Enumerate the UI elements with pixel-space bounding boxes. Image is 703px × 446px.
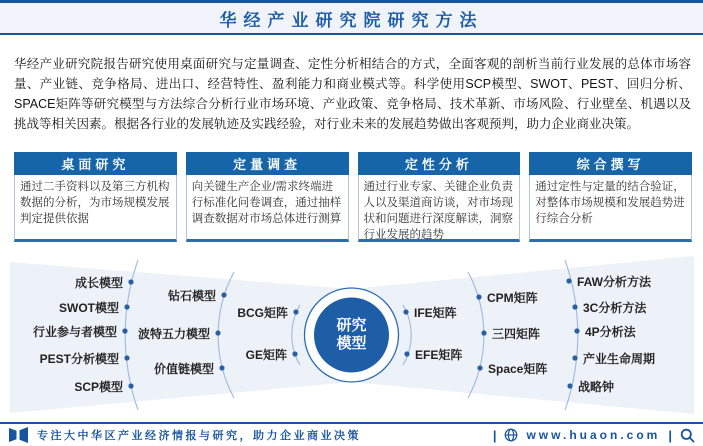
intro-paragraph: 华经产业研究院报告研究使用桌面研究与定量调查、定性分析相结合的方式，全面客观的剖析当前行业发展的总体市场容量、产业链、竞争格局、进出口、经营特性、盈利能力和商业模式等。科学使用SCP模型、SWOT、PEST、回归分析、SPACE矩阵等研究模型与方法综合分析行业市场环境、产业政策、竞争格局、技术革新、市场风险、行业壁垒、机遇以及挑战等相关因素。根据各行业的发展轨迹及实践经验，对行业未来的发展趋势做出客观预判，助力企业商业决策。 bbox=[14, 56, 691, 131]
model-label: 产业生命周期 bbox=[583, 352, 656, 366]
card-title: 桌面研究 bbox=[14, 152, 177, 175]
card-qual-analysis bbox=[358, 152, 521, 242]
footer-bar bbox=[0, 422, 703, 446]
model-label: 价值链模型 bbox=[153, 362, 214, 376]
card-title: 定性分析 bbox=[358, 152, 521, 175]
model-label: 战略钟 bbox=[578, 380, 615, 394]
model-label: 波特五力模型 bbox=[137, 327, 210, 341]
model-label: 3C分析方法 bbox=[583, 301, 647, 315]
card-description: 通过二手资料以及第三方机构数据的分析，为市场规模发展判定提供依据 bbox=[14, 175, 177, 242]
model-label: 三四矩阵 bbox=[492, 327, 541, 341]
card-description: 通过行业专家、关键企业负责人以及渠道商访谈，对市场现状和问题进行深度解读，洞察行业发展的趋势 bbox=[358, 175, 521, 242]
center-label: 研究 模型 bbox=[336, 317, 367, 352]
card-synthesis bbox=[529, 152, 692, 242]
card-description: 通过定性与定量的结合验证，对整体市场规模和发展趋势进行综合分析 bbox=[529, 175, 692, 242]
model-label: BCG矩阵 bbox=[237, 306, 288, 320]
model-label: 钻石模型 bbox=[167, 289, 216, 303]
model-label: CPM矩阵 bbox=[487, 291, 538, 305]
model-label: FAW分析方法 bbox=[577, 275, 651, 289]
card-title: 定量调查 bbox=[186, 152, 349, 175]
card-desk-research bbox=[14, 152, 177, 242]
model-label: 行业参与者模型 bbox=[32, 325, 117, 339]
footer-separator: | bbox=[492, 427, 497, 443]
footer-slogan: 专注大中华区产业经济情报与研究，助力企业商业决策 bbox=[37, 430, 361, 442]
model-label: SCP模型 bbox=[74, 380, 123, 394]
model-label: IFE矩阵 bbox=[414, 306, 457, 320]
footer-website[interactable]: www.huaon.com bbox=[526, 428, 661, 442]
model-label: SWOT模型 bbox=[59, 301, 119, 315]
card-title: 综合撰写 bbox=[529, 152, 692, 175]
model-label: Space矩阵 bbox=[488, 362, 548, 376]
huaon-logo-icon bbox=[8, 427, 29, 443]
model-label: EFE矩阵 bbox=[415, 348, 463, 362]
model-label: 4P分析法 bbox=[585, 325, 636, 339]
title-bar bbox=[0, 0, 703, 35]
card-quant-survey bbox=[186, 152, 349, 242]
model-label: GE矩阵 bbox=[245, 348, 287, 362]
model-label: 成长模型 bbox=[74, 276, 123, 290]
search-icon[interactable] bbox=[680, 428, 695, 443]
page-title: 华经产业研究院研究方法 bbox=[219, 10, 484, 30]
research-model-diagram bbox=[0, 250, 703, 416]
globe-icon bbox=[504, 428, 518, 442]
model-label: PEST分析模型 bbox=[39, 352, 119, 366]
method-cards-row bbox=[14, 152, 692, 242]
footer-right-group bbox=[493, 428, 695, 443]
footer-separator: | bbox=[668, 427, 672, 443]
card-description: 向关键生产企业/需求终端进行标准化问卷调查，通过抽样调查数据对市场总体进行测算 bbox=[186, 175, 349, 242]
